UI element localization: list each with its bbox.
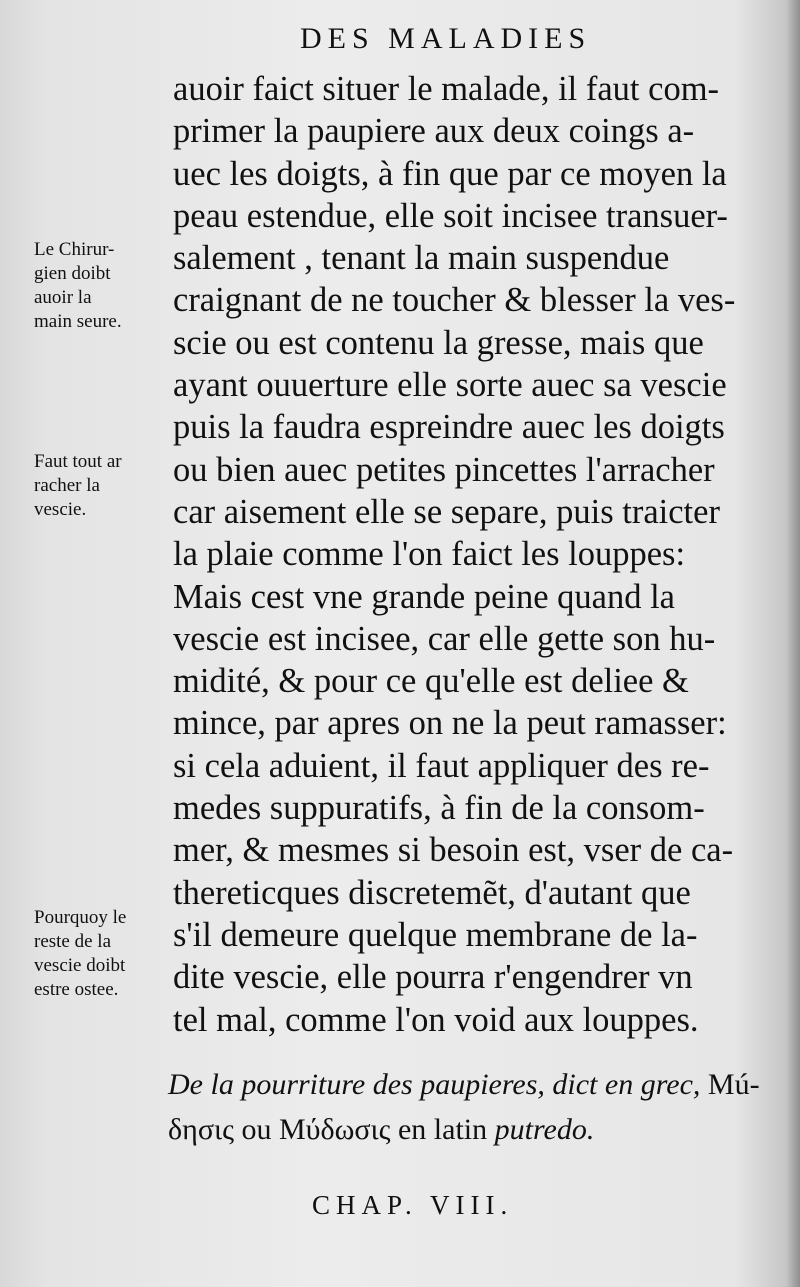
- margin-note-remove-vesicle: [34, 450, 122, 522]
- margin-note-line: reste de la: [34, 931, 112, 952]
- heading-greek: δησις ou Mύδωσις: [168, 1113, 391, 1146]
- margin-note-line: estre ostee.: [34, 979, 119, 1000]
- chapter-heading: [168, 1062, 768, 1152]
- heading-italic: De la pourriture des paupieres, dict en grec,: [168, 1068, 701, 1101]
- body-line: auoir faict situer le malade, il faut com-: [173, 70, 720, 108]
- margin-note-line: vescie.: [34, 499, 87, 520]
- body-line: tel mal, comme l'on void aux louppes.: [173, 1000, 699, 1039]
- body-line: primer la paupiere aux deux coings a-: [173, 112, 695, 151]
- margin-note-line: Le Chirur-: [34, 239, 115, 260]
- body-line: car aisement elle se separe, puis traicter: [173, 492, 720, 531]
- body-line: scie ou est contenu la gresse, mais que: [173, 323, 704, 362]
- body-line: uec les doigts, à fin que par ce moyen la: [173, 154, 727, 193]
- body-line: mer, & mesmes si besoin est, vser de ca-: [173, 831, 734, 870]
- margin-note-why-removed: [34, 906, 126, 1002]
- margin-note-line: gien doibt: [34, 263, 111, 284]
- margin-note-line: vescie doibt: [34, 955, 126, 976]
- heading-plain: en latin: [390, 1113, 495, 1146]
- chapter-heading-line-2: [168, 1107, 768, 1152]
- chapter-heading-line-1: [168, 1062, 768, 1107]
- body-line: midité, & pour ce qu'elle est deliee &: [173, 662, 689, 701]
- margin-note-line: racher la: [34, 475, 100, 496]
- body-line: craignant de ne toucher & blesser la ves-: [173, 281, 736, 320]
- page-edge-shadow: [786, 0, 800, 1287]
- chapter-number: CHAP. VIII.: [312, 1190, 514, 1220]
- margin-note-surgeon: [34, 238, 122, 334]
- running-head: DES MALADIES: [300, 22, 592, 55]
- margin-note-line: Faut tout ar: [34, 451, 122, 472]
- heading-greek: Mú-: [700, 1068, 760, 1101]
- margin-note-line: main seure.: [34, 311, 122, 332]
- body-text: [173, 68, 763, 1041]
- body-line: medes suppuratifs, à fin de la consom-: [173, 789, 705, 828]
- body-line: mince, par apres on ne la peut ramasser:: [173, 704, 727, 743]
- body-line: salement , tenant la main suspendue: [173, 239, 670, 278]
- body-line: Mais cest vne grande peine quand la: [173, 577, 675, 616]
- body-line: puis la faudra espreindre auec les doigts: [173, 408, 725, 447]
- body-line: si cela aduient, il faut appliquer des re-: [173, 746, 710, 785]
- body-line: la plaie comme l'on faict les louppes:: [173, 535, 686, 574]
- body-line: peau estendue, elle soit incisee transuer-: [173, 196, 728, 235]
- margin-note-line: Pourquoy le: [34, 907, 127, 928]
- body-line: dite vescie, elle pourra r'engendrer vn: [173, 958, 693, 997]
- heading-latin: putredo.: [494, 1113, 595, 1146]
- body-line: ayant ouuerture elle sorte auec sa vescie: [173, 366, 727, 405]
- body-line: ou bien auec petites pincettes l'arracher: [173, 450, 715, 489]
- margin-note-line: auoir la: [34, 287, 92, 308]
- body-line: s'il demeure quelque membrane de la-: [173, 915, 698, 954]
- body-line: vescie est incisee, car elle gette son hu-: [173, 619, 716, 658]
- body-line: thereticques discretemẽt, d'autant que: [173, 873, 691, 912]
